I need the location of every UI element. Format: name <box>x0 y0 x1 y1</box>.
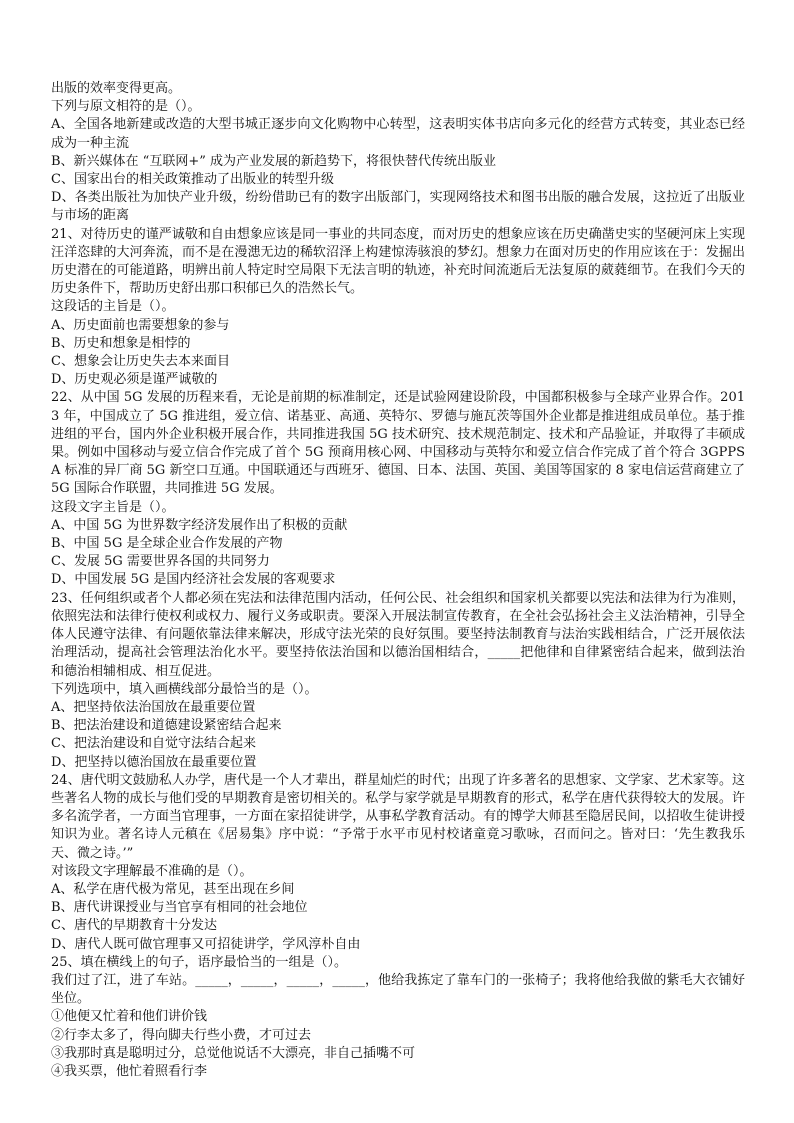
q21-passage: 21、对待历史的谨严诚敬和自由想象应该是同一事业的共同态度，而对历史的想象应该在历史确凿史实的坚硬河床上实现汪洋恣肆的大河奔流，而不是在漫漶无边的稀软沼泽上构建惊涛骇浪的梦幻。想象力在面对历史的作用应该在于：发掘出历史潜在的可能道路，明辨出前人特定时空局限下无法言明的轨迹，补充时间流逝后无法复原的葳蕤细节。在我们今天的历史条件下，帮助历史舒出那口积郁已久的浩然长气。 <box>51 226 745 297</box>
q24-passage: 24、唐代明文鼓励私人办学，唐代是一个人才辈出，群星灿烂的时代；出现了许多著名的思想家、文学家、艺术家等。这些著名人物的成长与他们受的早期教育是密切相关的。私学与家学就是早期教育的形式，私学在唐代获得较大的发展。许多名流学者，一方面当官理事，一方面在家招徒讲学，从事私学教育活动。有的博学大师甚至隐居民间，以招收生徒讲授知识为业。著名诗人元稹在《居易集》序中说：“予常于水平市见村校诸童竟习歌咏，召而问之。皆对曰：‘先生教我乐天、微之诗。’” <box>51 772 745 861</box>
q22-option-d: D、中国发展 5G 是国内经济社会发展的客观要求 <box>51 572 336 588</box>
q24-option-b: B、唐代讲课授业与当官享有相同的社会地位 <box>51 900 308 916</box>
q23-option-b: B、把法治建设和道德建设紧密结合起来 <box>51 718 282 734</box>
q25-option-2: ②行李太多了，得向脚夫行些小费，才可过去 <box>51 1027 312 1043</box>
q24-option-a: A、私学在唐代极为常见，甚至出现在乡间 <box>51 881 295 897</box>
q20-option-a: A、全国各地新建或改造的大型书城正逐步向文化购物中心转型，这表明实体书店向多元化的经营方式转变，其业态已经成为一种主流 <box>51 117 745 151</box>
q21-option-a: A、历史面前也需要想象的参与 <box>51 317 230 333</box>
q23-option-d: D、把坚持以德治国放在最重要位置 <box>51 754 257 770</box>
q23-prompt: 下列选项中，填入画横线部分最恰当的是（）。 <box>51 681 318 697</box>
q25-passage: 我们过了江，进了车站。_____，_____，_____，_____，他给我拣定了靠车门的一张椅子；我将他给我做的紫毛大衣铺好坐位。 <box>51 972 745 1007</box>
q20-prompt: 下列与原文相符的是（）。 <box>51 99 201 115</box>
document-page <box>51 80 745 1081</box>
q24-option-d: D、唐代人既可做官理事又可招徒讲学，学风淳朴自由 <box>51 936 361 952</box>
q23-option-c: C、把法治建设和自觉守法结合起来 <box>51 736 256 752</box>
q21-prompt: 这段话的主旨是（）。 <box>51 299 175 315</box>
q23-option-a: A、把坚持依法治国放在最重要位置 <box>51 699 256 715</box>
q25-prompt: 25、填在横线上的句子，语序最恰当的一组是（）。 <box>51 954 348 970</box>
q22-option-a: A、中国 5G 为世界数字经济发展作出了积极的贡献 <box>51 517 348 533</box>
q21-option-d: D、历史观必须是谨严诚敬的 <box>51 372 218 388</box>
q20-option-b: B、新兴媒体在 “互联网+” 成为产业发展的新趋势下，将很快替代传统出版业 <box>51 153 497 169</box>
q22-passage: 22、从中国 5G 发展的历程来看，无论是前期的标准制定，还是试验网建设阶段，中国都积极参与全球产业界合作。2013 年，中国成立了 5G 推进组，爱立信、诺基亚、高通、英特尔、罗德与施瓦茨等国外企业都是推进组成员单位。基于推进组的平台，国内外企业积极开展合作，共同推进我国 5G 技术研究、技术规范制定、技术和产品验证，并取得了丰硕成果。例如中国移动与爱立信合作完成了首个 5G 预商用核心网、中国移动与英特尔和爱立信合作完成了首个符合 3GPPSA 标准的异厂商 5G 新空口互通。中国联通还与西班牙、德国、日本、法国、英国、美国等国家的 8 家电信运营商建立了 5G 国际合作联盟，共同推进 5G 发展。 <box>51 390 745 497</box>
q21-option-c: C、想象会让历史失去本来面目 <box>51 354 230 370</box>
q21-option-b: B、历史和想象是相悖的 <box>51 335 191 351</box>
q25-option-1: ①他便又忙着和他们讲价钱 <box>51 1009 208 1025</box>
q24-option-c: C、唐代的早期教育十分发达 <box>51 918 217 934</box>
q24-prompt: 对该段文字理解最不准确的是（）。 <box>51 863 253 879</box>
q20-option-d: D、各类出版社为加快产业升级，纷纷借助已有的数字出版部门，实现网络技术和图书出版的融合发展，这拉近了出版业与市场的距离 <box>51 190 745 224</box>
q22-option-c: C、发展 5G 需要世界各国的共同努力 <box>51 554 270 570</box>
lead-continuation: 出版的效率变得更高。 <box>51 81 182 96</box>
q22-prompt: 这段文字主旨是（）。 <box>51 499 175 515</box>
q23-passage: 23、任何组织或者个人都必须在宪法和法律范围内活动，任何公民、社会组织和国家机关都要以宪法和法律为行为准则，依照宪法和法律行使权利或权力、履行义务或职责。要深入开展法制宣传教育，在全社会弘扬社会主义法治精神，引导全体人民遵守法律、有问题依靠法律来解决，形成守法光荣的良好氛围。要坚持法制教育与法治实践相结合，广泛开展依法治理活动，提高社会管理法治化水平。要坚持依法治国和以德治国相结合，_____把他律和自律紧密结合起来，做到法治和德治相辅相成、相互促进。 <box>51 590 745 679</box>
q22-option-b: B、中国 5G 是全球企业合作发展的产物 <box>51 536 283 552</box>
q25-option-4: ④我买票，他忙着照看行李 <box>51 1063 208 1079</box>
q20-option-c: C、国家出台的相关政策推动了出版业的转型升级 <box>51 172 334 188</box>
q25-option-3: ③我那时真是聪明过分，总觉他说话不大漂亮，非自己插嘴不可 <box>51 1045 416 1061</box>
